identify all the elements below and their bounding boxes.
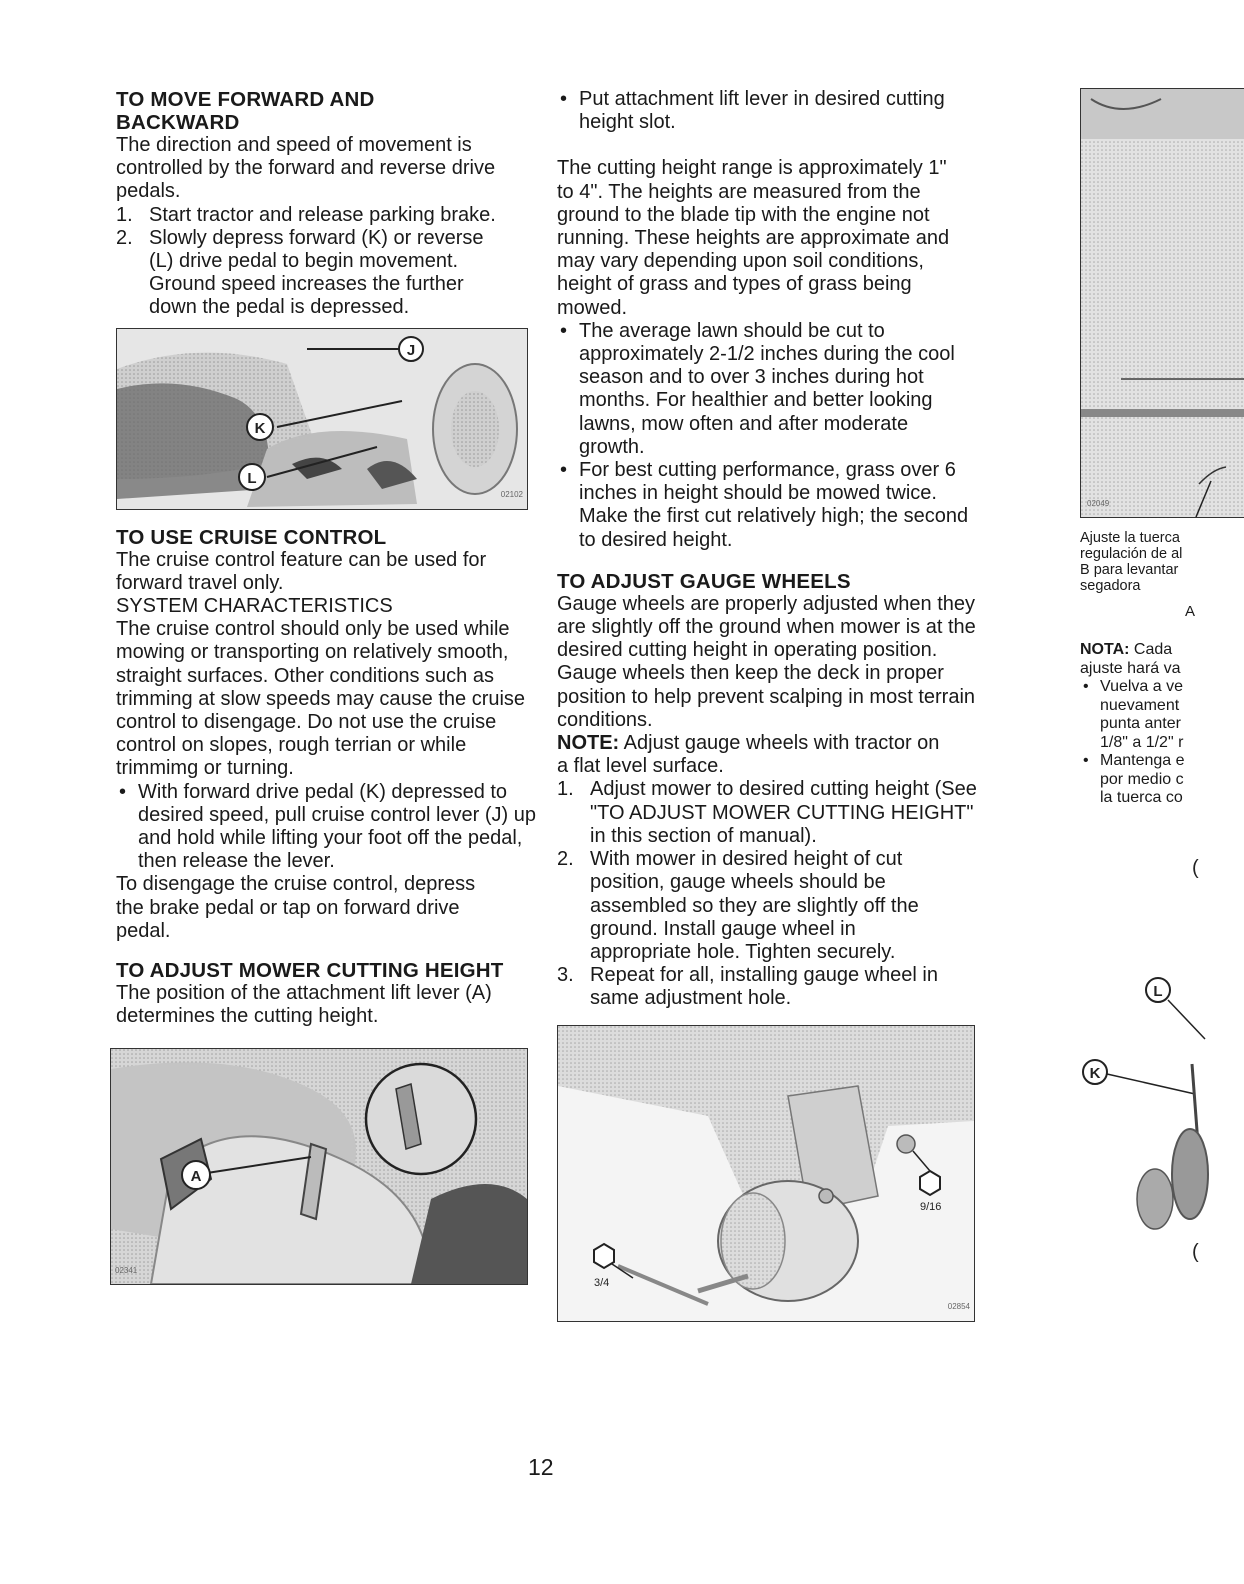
pedal-illustration <box>117 329 527 509</box>
gauge-wheel-illustration <box>558 1026 974 1321</box>
wrench-icon <box>594 1244 614 1268</box>
spanish-caption: Ajuste la tuerca regulación de al B para levantar segadora <box>1080 530 1183 594</box>
move-steps <box>116 204 536 320</box>
cruise-intro: The cruise control feature can be used for forward travel only. <box>116 548 487 594</box>
cutting-text: The position of the attachment lift lever (A) determines the cutting height. <box>116 982 492 1028</box>
section-title-gauge: TO ADJUST GAUGE WHEELS <box>557 569 851 593</box>
gauge-note: NOTE: Adjust gauge wheels with tractor on a flat level surface. <box>557 732 940 778</box>
section-title-cruise: TO USE CRUISE CONTROL <box>116 525 387 549</box>
gauge-text: Gauge wheels are properly adjusted when they are slightly off the ground when mower is at the desired cutting height in operating position. Gauge wheels then keep the deck in proper position to help prevent scalping in most terrain conditions. <box>557 592 976 731</box>
page-number: 12 <box>528 1454 554 1480</box>
cruise-bullets <box>116 781 536 874</box>
gauge-step-3: 3. Repeat for all, installing gauge wheel in same adjustment hole. <box>557 964 938 1010</box>
right-column-clipped <box>1080 88 1244 1294</box>
deck-illustration <box>1081 89 1244 517</box>
move-step-1: 1. Start tractor and release parking brake. <box>116 203 496 226</box>
clipped-parenthesis: ( <box>1192 1240 1199 1263</box>
spanish-note: NOTA: Cada ajuste hará va <box>1080 641 1181 677</box>
cruise-disengage: To disengage the cruise control, depress the brake pedal or tap on forward drive pedal. <box>116 873 476 942</box>
move-intro: The direction and speed of movement is controlled by the forward and reverse drive pedals. <box>116 134 496 203</box>
cruise-subheading: SYSTEM CHARACTERISTICS <box>116 595 393 618</box>
wrench-size-small: 3/4 <box>594 1276 610 1289</box>
label-l: L <box>1153 982 1163 1000</box>
figure-code: 02049 <box>1087 498 1110 508</box>
cutting-range-text: The cutting height range is approximately 1" to 4". The heights are measured from the ground to the blade tip with the engine not running. These heights are approximate and may vary depending upon soil conditions, height of grass and types of grass being mowed. <box>557 157 950 319</box>
clipped-parenthesis: ( <box>1192 856 1199 879</box>
section-title-move: TO MOVE FORWARD AND BACKWARD <box>116 88 375 134</box>
gauge-step-2: 2. With mower in desired height of cut position, gauge wheels should be assembled so they are slightly off the ground. Install gauge wheel in appropriate hole. Tighten securely. <box>557 848 919 963</box>
spanish-bullet-2: • Mantenga e por medio c la tuerca co <box>1080 752 1244 808</box>
wrench-size-large: 9/16 <box>920 1200 942 1213</box>
middle-column <box>557 88 977 1322</box>
spanish-figure-top <box>1080 88 1244 518</box>
spanish-bullet-1: • Vuelva a ve nuevament punta anter 1/8" a 1/2" r <box>1080 678 1244 752</box>
lift-lever-illustration <box>111 1049 527 1284</box>
gauge-wheel-figure <box>557 1025 975 1322</box>
gauge-step-1: 1. Adjust mower to desired cutting height (See "TO ADJUST MOWER CUTTING HEIGHT" in this section of manual). <box>557 778 977 847</box>
gauge-steps <box>557 778 977 1010</box>
lawn-bullets <box>557 320 977 552</box>
label-j: J <box>406 341 416 359</box>
lawn-bullet-2: • For best cutting performance, grass over 6 inches in height should be mowed twice. Make the first cut relatively high; the second to desired height. <box>557 459 977 552</box>
label-k: K <box>1089 1064 1101 1082</box>
left-column <box>116 88 536 1285</box>
figure-code: 02102 <box>500 490 523 500</box>
move-step-2: 2. Slowly depress forward (K) or reverse (L) drive pedal to begin movement. Ground speed increases the further down the pedal is depressed. <box>116 226 484 319</box>
cruise-characteristics: The cruise control should only be used while mowing or transporting on relatively smooth, straight surfaces. Other conditions such as trimming at slow speeds may cause the cruise control to disengage. Do not use the cruise control on slopes, rough terrian or while trimmimg or turning. <box>116 618 526 780</box>
figure-code: 02854 <box>947 1302 970 1312</box>
figure-code: 02341 <box>115 1266 138 1276</box>
pedal-figure <box>116 328 528 510</box>
wrench-icon <box>920 1171 940 1195</box>
lift-lever-figure <box>110 1048 528 1285</box>
height-slot-bullet-list <box>557 88 977 134</box>
pedal-figure-clipped <box>1080 854 1244 1294</box>
height-slot-bullet: • Put attachment lift lever in desired cutting height slot. <box>557 88 959 134</box>
spanish-bullets <box>1080 678 1244 808</box>
section-title-cutting: TO ADJUST MOWER CUTTING HEIGHT <box>116 959 504 983</box>
marker-a: A <box>1185 603 1196 620</box>
label-k: K <box>254 419 266 437</box>
label-a: A <box>190 1168 202 1186</box>
label-l: L <box>247 469 257 487</box>
lawn-bullet-1: • The average lawn should be cut to approximately 2-1/2 inches during the cool season and to over 3 inches during hot months. For healthier and better looking lawns, mow often and after moderate growth. <box>557 320 977 459</box>
cruise-bullet: • With forward drive pedal (K) depressed to desired speed, pull cruise control lever (J) up and hold while lifting your foot off the pedal, then release the lever. <box>116 781 536 874</box>
